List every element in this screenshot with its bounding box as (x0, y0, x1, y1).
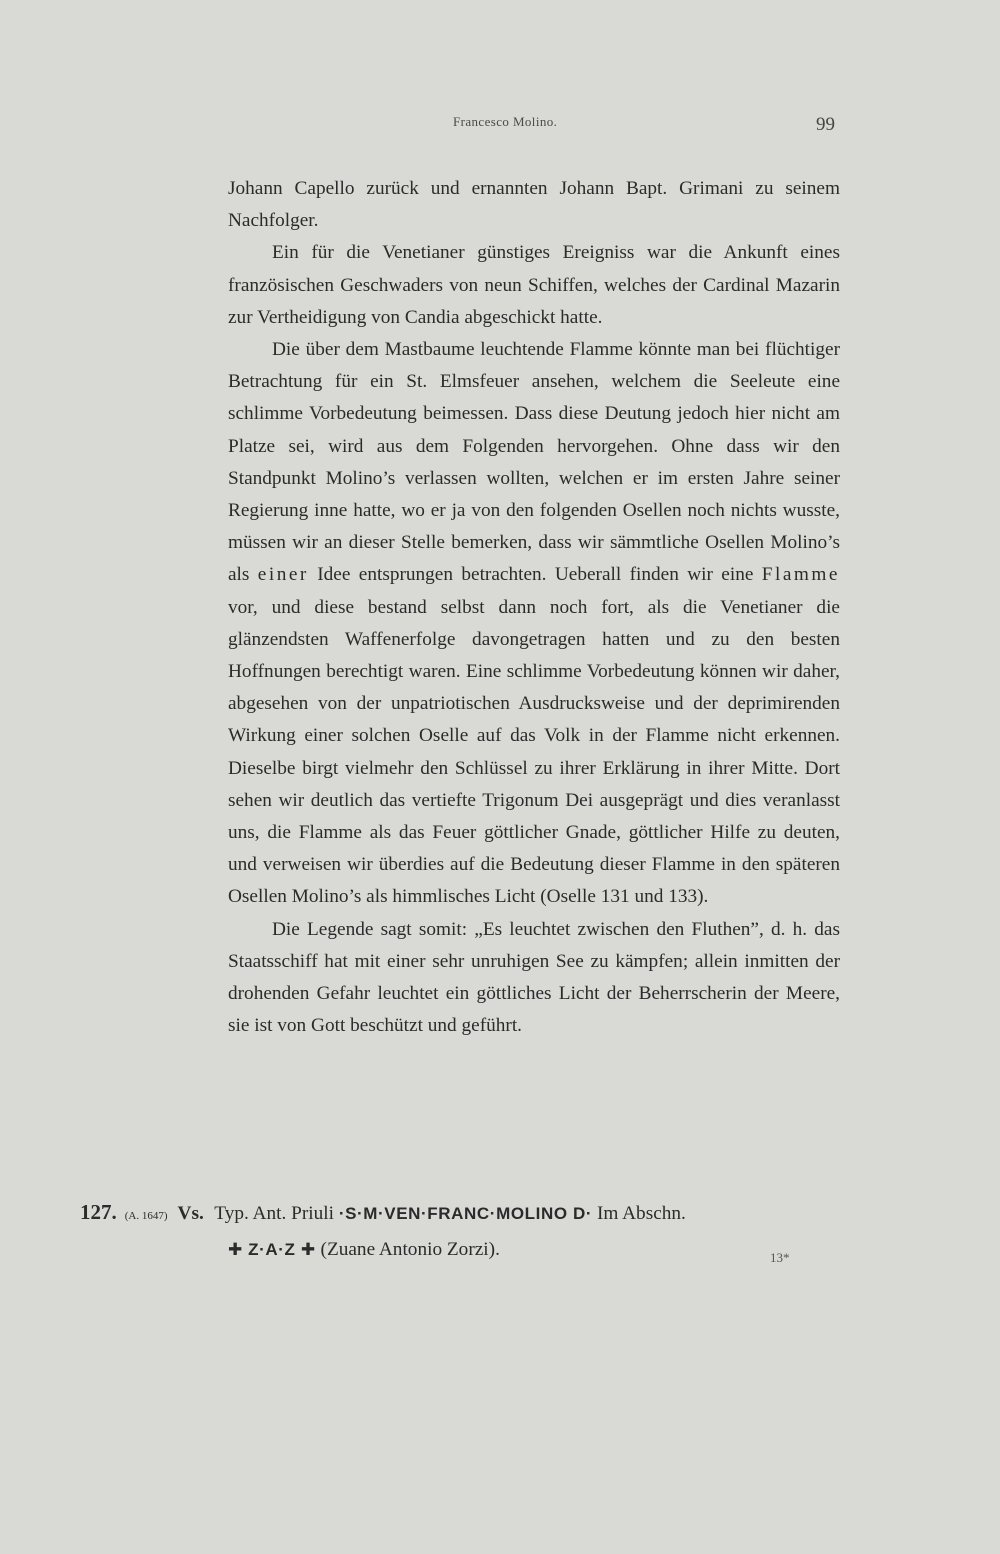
catalogue-entry (80, 1195, 850, 1267)
entry-type: Typ. Ant. Priuli (214, 1203, 334, 1224)
exergue-label: Im Abschn. (596, 1203, 686, 1224)
exergue-legend: ✚ Z·A·Z ✚ (228, 1240, 316, 1259)
entry-side: Vs. (177, 1203, 204, 1224)
entry-number: 127. (80, 1200, 117, 1224)
exergue-note: (Zuane Antonio Zorzi). (320, 1239, 500, 1260)
body-text (228, 173, 840, 1042)
paragraph: Die Legende sagt somit: „Es leuchtet zwischen den Fluthen”, d. h. das Staatsschiff hat mit einer sehr unruhigen See zu kämpfen; allein inmitten der drohenden Gefahr leuchtet ein göttliches Licht der Beherrscherin der Meere, sie ist von Gott beschützt und geführt. (228, 918, 840, 1037)
running-title: Francesco Molino. (453, 114, 558, 129)
entry-legend: ·S·M·VEN·FRANC·MOLINO D· (338, 1204, 593, 1223)
paragraph-text: Die über dem Mastbaume leuchtende Flamme könnte man bei flüchtiger Betrachtung für ein St. Elmsfeuer ansehen, welchem die Seeleute eine schlimme Vorbedeutung beimessen. Dass diese Deutung jedoch hier nicht am Platze sei, wird aus dem Folgenden hervorgehen. Ohne dass wir den Standpunkt Molino’s verlassen wollten, welchen er im ersten Jahre seiner Regierung inne hatte, wo er ja von den folgenden Osellen noch nichts wusste, müssen wir an dieser Stelle bemerken, dass wir sämmtliche Osellen Molino’s als (228, 339, 840, 586)
paragraph (228, 334, 840, 914)
paragraph-text: vor, und diese bestand selbst dann noch fort, als die Venetianer die glänzendsten Waffenerfolge davongetragen hatten und zu den besten Hoffnungen berechtigt waren. Eine schlimme Vorbedeutung können wir daher, abgesehen von der unpatriotischen Ausdrucksweise und der deprimirenden Wirkung einer solchen Oselle auf das Volk in der Flamme nicht erkennen. Dieselbe birgt vielmehr den Schlüssel zu ihrer Erklärung in ihrer Mitte. Dort sehen wir deutlich das vertiefte Trigonum Dei ausgeprägt und dies veranlasst uns, die Flamme als das Feuer göttlicher Gnade, göttlicher Hilfe zu deuten, und verweisen wir überdies auf die Bedeutung dieser Flamme in den späteren Osellen Molino’s als himmlisches Licht (Oselle 131 und 133). (228, 596, 840, 908)
running-head (0, 114, 1000, 138)
page-number: 99 (816, 114, 835, 135)
signature-mark: 13* (770, 1250, 790, 1265)
paragraph-text: Idee entsprungen betrachten. Ueberall finden wir eine (317, 564, 754, 586)
paragraph: Ein für die Venetianer günstiges Ereigniss war die Ankunft eines französischen Geschwaders von neun Schiffen, welches der Cardinal Mazarin zur Vertheidigung von Candia abgeschickt hatte. (228, 242, 840, 328)
emphasized-word: einer (257, 564, 309, 586)
entry-year: (A. 1647) (124, 1210, 168, 1222)
emphasized-word: Flamme (761, 564, 840, 586)
entry-line (80, 1195, 850, 1233)
entry-line (80, 1233, 850, 1267)
paragraph: Johann Capello zurück und ernannten Johann Bapt. Grimani zu seinem Nachfolger. (228, 178, 840, 232)
